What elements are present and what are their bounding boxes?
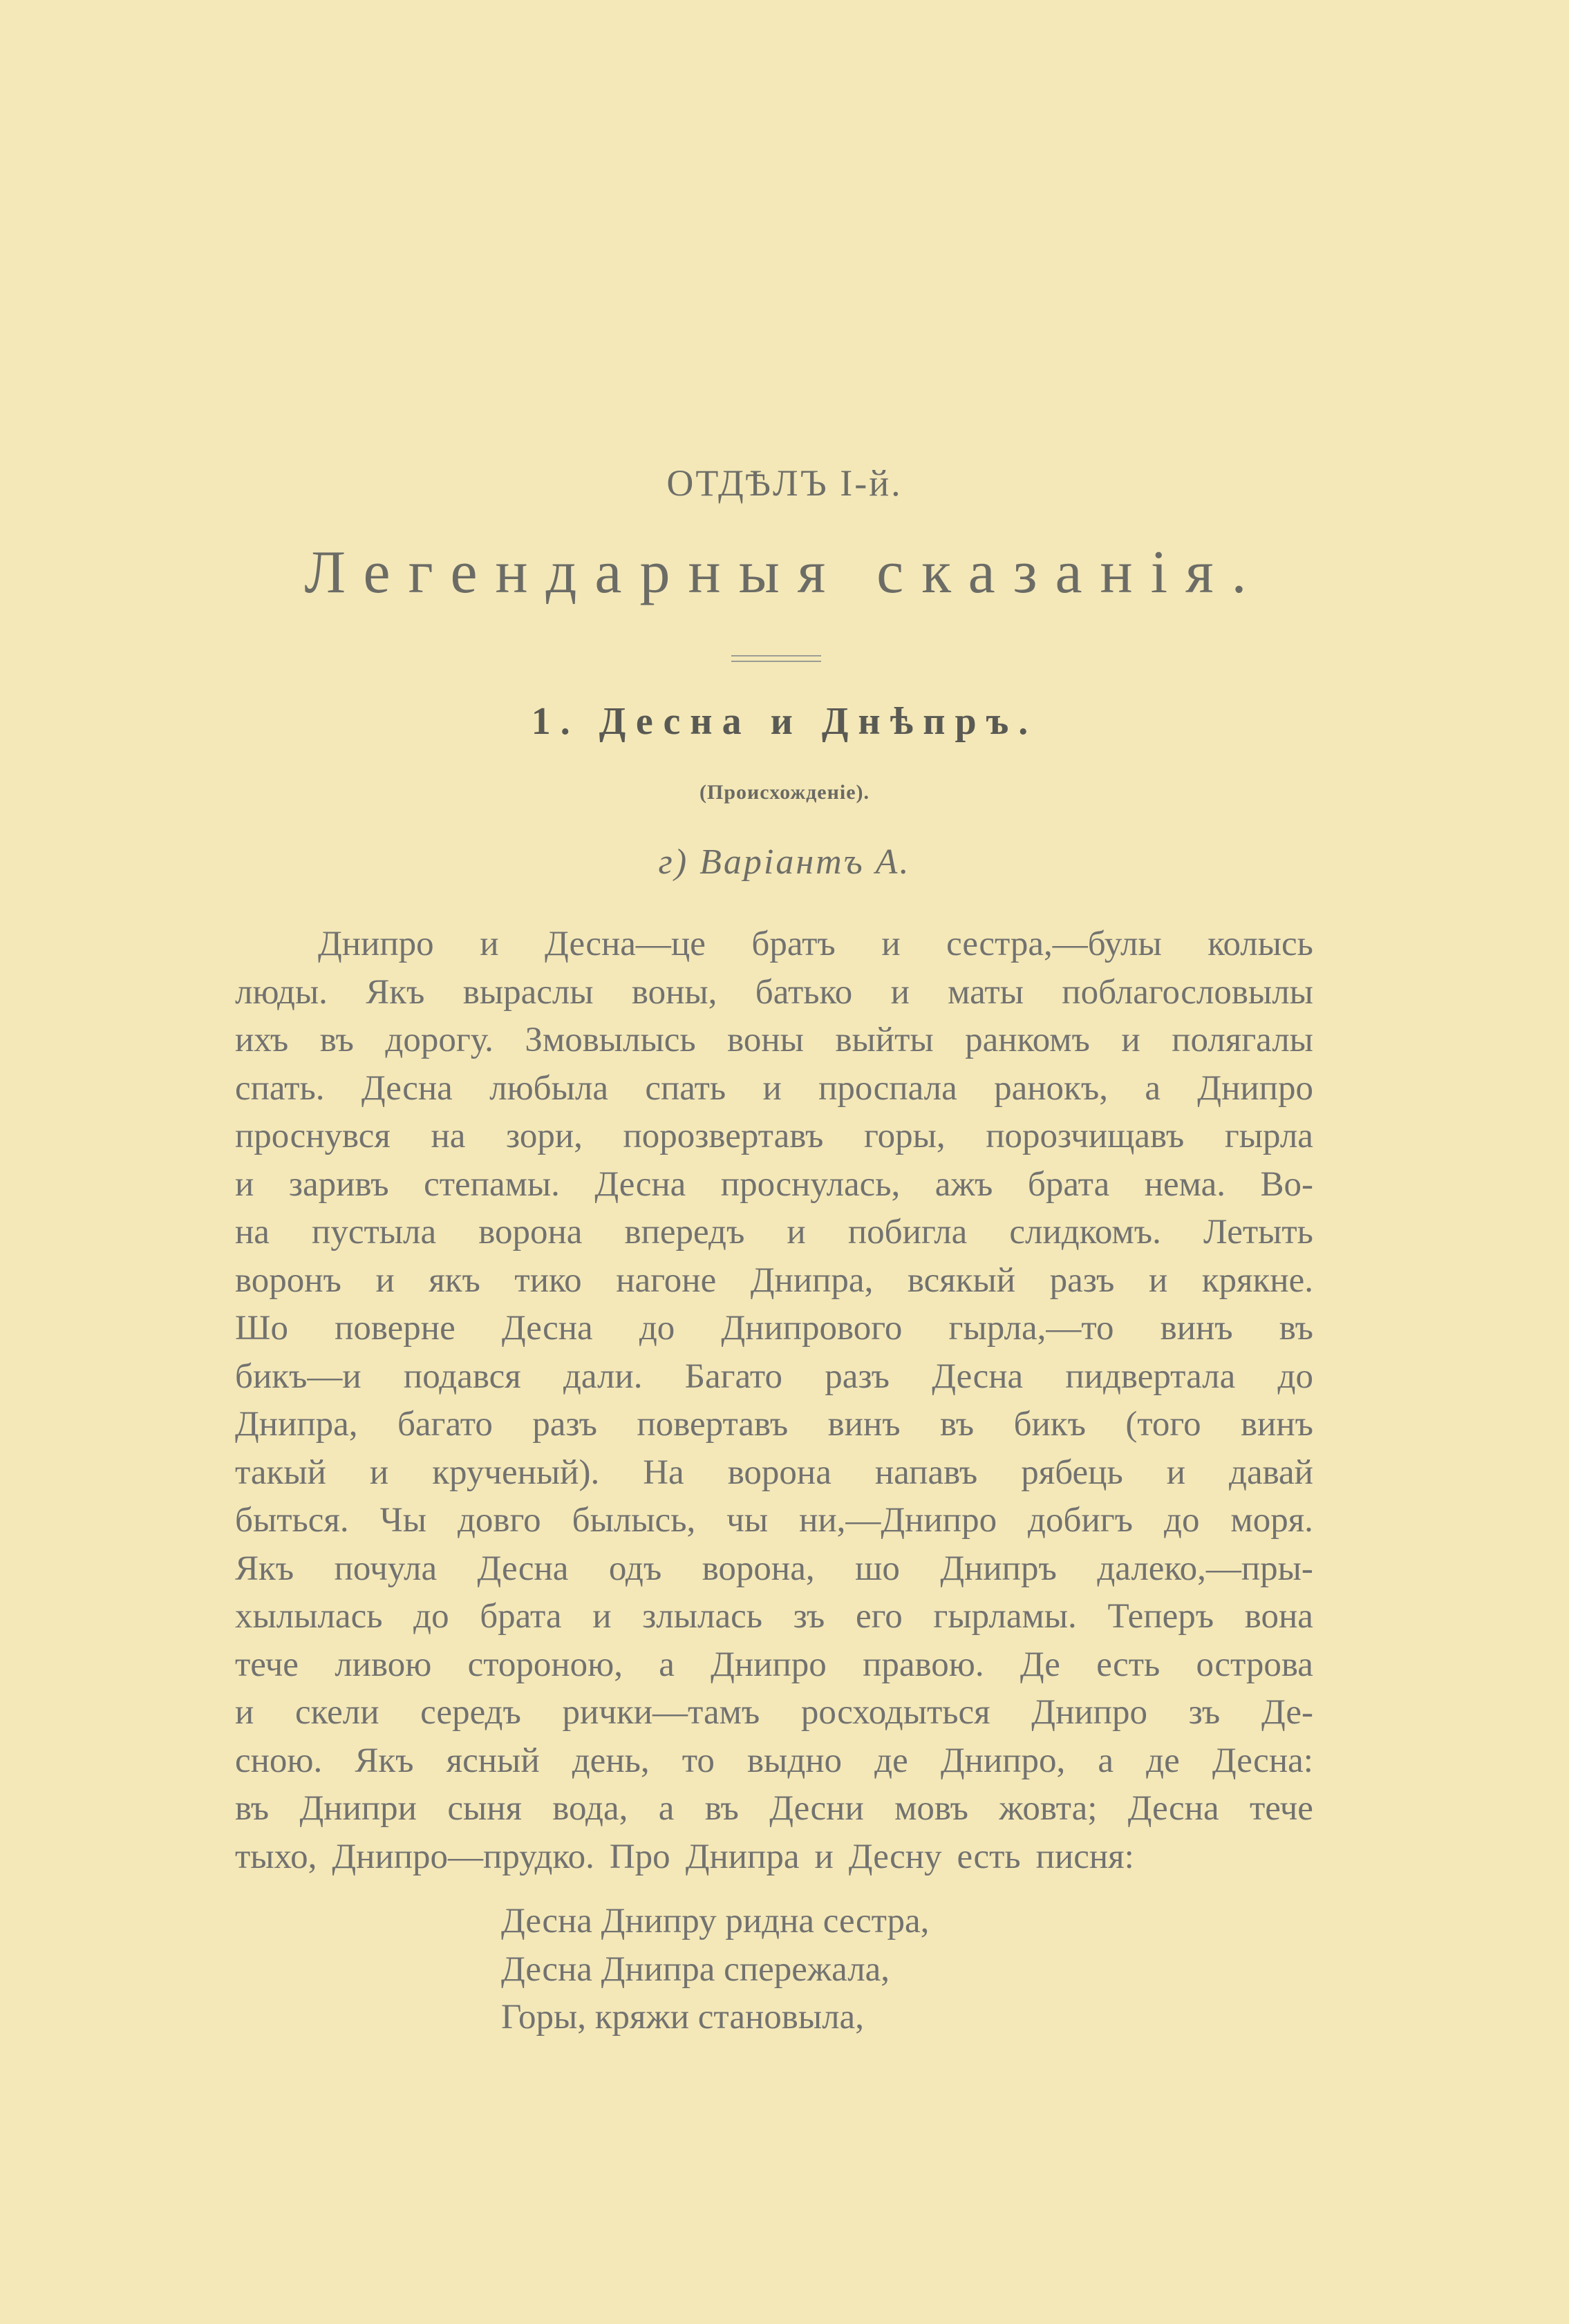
title-ornament [731, 655, 821, 662]
word: ихъ [235, 1021, 289, 1059]
word: довго [457, 1501, 541, 1540]
word: Днипро—прудко. [332, 1837, 594, 1876]
word: Десну [848, 1837, 942, 1876]
paragraph-line [235, 1737, 1313, 1786]
paragraph-line [235, 1305, 1313, 1353]
word: и [375, 1260, 395, 1300]
word: багато [397, 1405, 493, 1444]
word: Днипро [711, 1645, 827, 1684]
word: полягалы [1172, 1021, 1313, 1059]
word: моря. [1230, 1501, 1313, 1540]
word: есть [1096, 1645, 1161, 1684]
word: напавъ [874, 1453, 978, 1492]
word: брата [480, 1597, 562, 1636]
word: Багато [684, 1357, 782, 1396]
word: дорогу. [385, 1021, 494, 1059]
word: рябець [1021, 1453, 1123, 1492]
word: Десна [594, 1164, 686, 1204]
word: и [369, 1453, 389, 1492]
word: острова [1196, 1645, 1313, 1684]
paragraph-line [235, 1785, 1313, 1833]
word: такый [235, 1453, 326, 1492]
word: хылылась [235, 1597, 383, 1636]
word: винъ [1240, 1405, 1313, 1444]
verse-block [501, 1898, 929, 2042]
word: якъ [429, 1260, 480, 1300]
word: середъ [420, 1693, 521, 1732]
word: порозчищавъ [986, 1117, 1185, 1155]
word: тече [1249, 1789, 1313, 1828]
word: любыла [489, 1068, 608, 1108]
word: мовъ [894, 1789, 969, 1828]
word: и [814, 1837, 834, 1876]
word: винъ [827, 1405, 901, 1444]
word: въ [1279, 1309, 1313, 1348]
word: ясный [446, 1741, 540, 1780]
word: Якъ [235, 1549, 294, 1588]
paragraph-line [235, 969, 1313, 1017]
word: порозвертавъ [623, 1117, 824, 1155]
word: Шо [235, 1309, 288, 1348]
word: въ [235, 1789, 270, 1828]
word: Десна [477, 1549, 569, 1588]
word: люды. [235, 972, 328, 1012]
word: Де [1020, 1645, 1060, 1684]
word: и [1166, 1453, 1186, 1492]
word: ни,—Днипро [799, 1501, 997, 1540]
word: Днипри [299, 1789, 417, 1828]
word: гырла,—то [948, 1309, 1114, 1348]
paragraph-line [235, 1113, 1313, 1161]
word: пидвертала [1065, 1357, 1236, 1396]
paragraph-line [235, 1641, 1313, 1690]
word: вона [1244, 1597, 1313, 1636]
paragraph-line [235, 1449, 1313, 1498]
word: стороною, [467, 1645, 623, 1684]
word: и [592, 1597, 612, 1636]
word: до [1277, 1357, 1313, 1396]
word: поблагословылы [1062, 972, 1313, 1012]
word: зъ [1188, 1693, 1221, 1732]
word: есть [957, 1837, 1021, 1876]
word: рички—тамъ [562, 1693, 760, 1732]
word: степамы. [424, 1164, 560, 1204]
word: шо [855, 1549, 900, 1588]
word: а [1098, 1741, 1114, 1780]
word: жовта; [999, 1789, 1098, 1828]
word: ливою [335, 1645, 432, 1684]
word: на [235, 1213, 270, 1251]
chapter-title: 1. Десна и Днѣпръ. [531, 700, 1038, 743]
word: проснулась, [720, 1164, 901, 1204]
word: тыхо, [235, 1837, 317, 1876]
word: Во- [1260, 1164, 1313, 1204]
word: Змовылысь [525, 1021, 696, 1059]
word: Днипра, [235, 1405, 358, 1444]
word: одъ [608, 1549, 662, 1588]
word: повертавъ [637, 1405, 789, 1444]
word: братъ [751, 925, 836, 963]
word: давай [1229, 1453, 1313, 1492]
word: сыня [447, 1789, 522, 1828]
word: въ [704, 1789, 739, 1828]
word: то [682, 1741, 715, 1780]
word: Десна [1127, 1789, 1219, 1828]
word: поверне [335, 1309, 455, 1348]
word: Десна [361, 1068, 453, 1108]
verse-line: Десна Днипру ридна сестра, [501, 1902, 930, 1940]
word: сною. [235, 1741, 323, 1780]
word: колысь [1208, 925, 1313, 963]
word: ажъ [934, 1164, 993, 1204]
word: и [890, 972, 910, 1012]
word: спать. [235, 1068, 325, 1108]
word: и [480, 925, 499, 963]
word: ранокъ, [994, 1068, 1108, 1108]
paragraph-line [235, 1833, 1313, 1882]
word: дали. [563, 1357, 643, 1396]
paragraph-line [235, 1545, 1313, 1594]
word: и [1121, 1021, 1140, 1059]
word: былысь, [572, 1501, 696, 1540]
word: Теперъ [1107, 1597, 1214, 1636]
word: спать [645, 1068, 726, 1108]
word: (того [1125, 1405, 1201, 1444]
word: Днипрового [721, 1309, 903, 1348]
word: горы, [864, 1117, 946, 1155]
word: ворона [727, 1453, 832, 1492]
word: нагоне [616, 1260, 717, 1300]
word: бикъ [1013, 1405, 1086, 1444]
word: Днипра, [750, 1260, 874, 1300]
word: ворона [478, 1213, 583, 1251]
word: гырламы. [933, 1597, 1077, 1636]
word: впередъ [624, 1213, 745, 1251]
word: далеко,—пры- [1097, 1549, 1313, 1588]
paragraph-line [235, 1353, 1313, 1401]
word: нема. [1144, 1164, 1225, 1204]
word: батько [755, 972, 853, 1012]
word: сестра,—булы [946, 925, 1162, 963]
paragraph-line [235, 920, 1313, 969]
verse-line: Горы, кряжи становыла, [501, 1998, 864, 2037]
word: Якъ [355, 1741, 414, 1780]
word: до [639, 1309, 675, 1348]
word: крученый). [432, 1453, 600, 1492]
word: вода, [552, 1789, 628, 1828]
word: его [855, 1597, 903, 1636]
word: бикъ—и [235, 1357, 361, 1396]
word: крякне. [1201, 1260, 1313, 1300]
chapter-subtitle: (Происхожденіе). [699, 781, 870, 804]
word: и [1148, 1260, 1168, 1300]
word: воны, [631, 972, 717, 1012]
word: а [1145, 1068, 1161, 1108]
word: слидкомъ. [1009, 1213, 1161, 1251]
word: Якъ [366, 972, 425, 1012]
word: воронъ [235, 1260, 341, 1300]
verse-line: Десна Днипра спережала, [501, 1949, 890, 1989]
word: На [643, 1453, 684, 1492]
word: пустыла [312, 1213, 437, 1251]
word: а [659, 1645, 675, 1684]
word: Чы [379, 1501, 426, 1540]
paragraph-line [235, 1209, 1313, 1257]
word: Де- [1261, 1693, 1313, 1732]
word: скели [294, 1693, 379, 1732]
word: писня: [1035, 1837, 1134, 1876]
word: и [881, 925, 901, 963]
word: ранкомъ [965, 1021, 1090, 1059]
word: всякый [907, 1260, 1016, 1300]
section-label: ОТДѢЛЪ I-й. [666, 462, 903, 504]
word: де [874, 1741, 908, 1780]
word: Днипро [1031, 1693, 1147, 1732]
word: разъ [825, 1357, 890, 1396]
word: и [235, 1693, 254, 1732]
paragraph-line [235, 1257, 1313, 1305]
word: до [1164, 1501, 1200, 1540]
word: проспала [818, 1068, 957, 1108]
word: чы [726, 1501, 769, 1540]
word: брата [1027, 1164, 1110, 1204]
word: Десна [501, 1309, 593, 1348]
word: и [762, 1068, 782, 1108]
word: быться. [235, 1501, 349, 1540]
paragraph-line [235, 1065, 1313, 1113]
word: Днипра [685, 1837, 800, 1876]
word: тико [514, 1260, 582, 1300]
word: де [1146, 1741, 1180, 1780]
word: на [431, 1117, 466, 1155]
word: маты [948, 972, 1024, 1012]
word: злылась [642, 1597, 762, 1636]
word: и [787, 1213, 806, 1251]
word: добигъ [1028, 1501, 1134, 1540]
word: зъ [793, 1597, 825, 1636]
word: подався [403, 1357, 521, 1396]
paragraph-line [235, 1593, 1313, 1641]
word: до [413, 1597, 449, 1636]
word: выраслы [462, 972, 594, 1012]
word: Десни [769, 1789, 864, 1828]
word: въ [319, 1021, 354, 1059]
word: въ [940, 1405, 975, 1444]
paragraph-line [235, 1161, 1313, 1209]
word: Днипро [1197, 1068, 1313, 1108]
word: выдно [746, 1741, 843, 1780]
word: правою. [863, 1645, 984, 1684]
word: Днипро, [940, 1741, 1066, 1780]
word: Про [609, 1837, 670, 1876]
word: Десна: [1212, 1741, 1313, 1780]
story-paragraph [235, 920, 1313, 1881]
word: проснувся [235, 1117, 391, 1155]
word: почула [334, 1549, 438, 1588]
word: тече [235, 1645, 299, 1684]
word: выйты [835, 1021, 934, 1059]
word: зори, [506, 1117, 583, 1155]
word: а [658, 1789, 675, 1828]
word: воны [727, 1021, 804, 1059]
word: день, [572, 1741, 650, 1780]
word: Десна—це [545, 925, 706, 963]
word: ворона, [702, 1549, 815, 1588]
paragraph-line [235, 1497, 1313, 1545]
paragraph-line [235, 1401, 1313, 1449]
word: разъ [532, 1405, 598, 1444]
paragraph-line [235, 1689, 1313, 1737]
word: Десна [932, 1357, 1024, 1396]
word: побигла [847, 1213, 968, 1251]
word: винъ [1160, 1309, 1233, 1348]
word: гырла [1224, 1117, 1313, 1155]
variant-heading: г) Варіантъ А. [658, 842, 911, 882]
word: Днипро [318, 925, 434, 963]
word: Летыть [1203, 1213, 1313, 1251]
word: разъ [1049, 1260, 1115, 1300]
word: и [235, 1164, 254, 1204]
paragraph-line [235, 1017, 1313, 1065]
word: росходыться [800, 1693, 990, 1732]
word: Днипръ [940, 1549, 1057, 1588]
main-title: Легендарныя сказанія. [304, 539, 1265, 606]
word: заривъ [288, 1164, 389, 1204]
